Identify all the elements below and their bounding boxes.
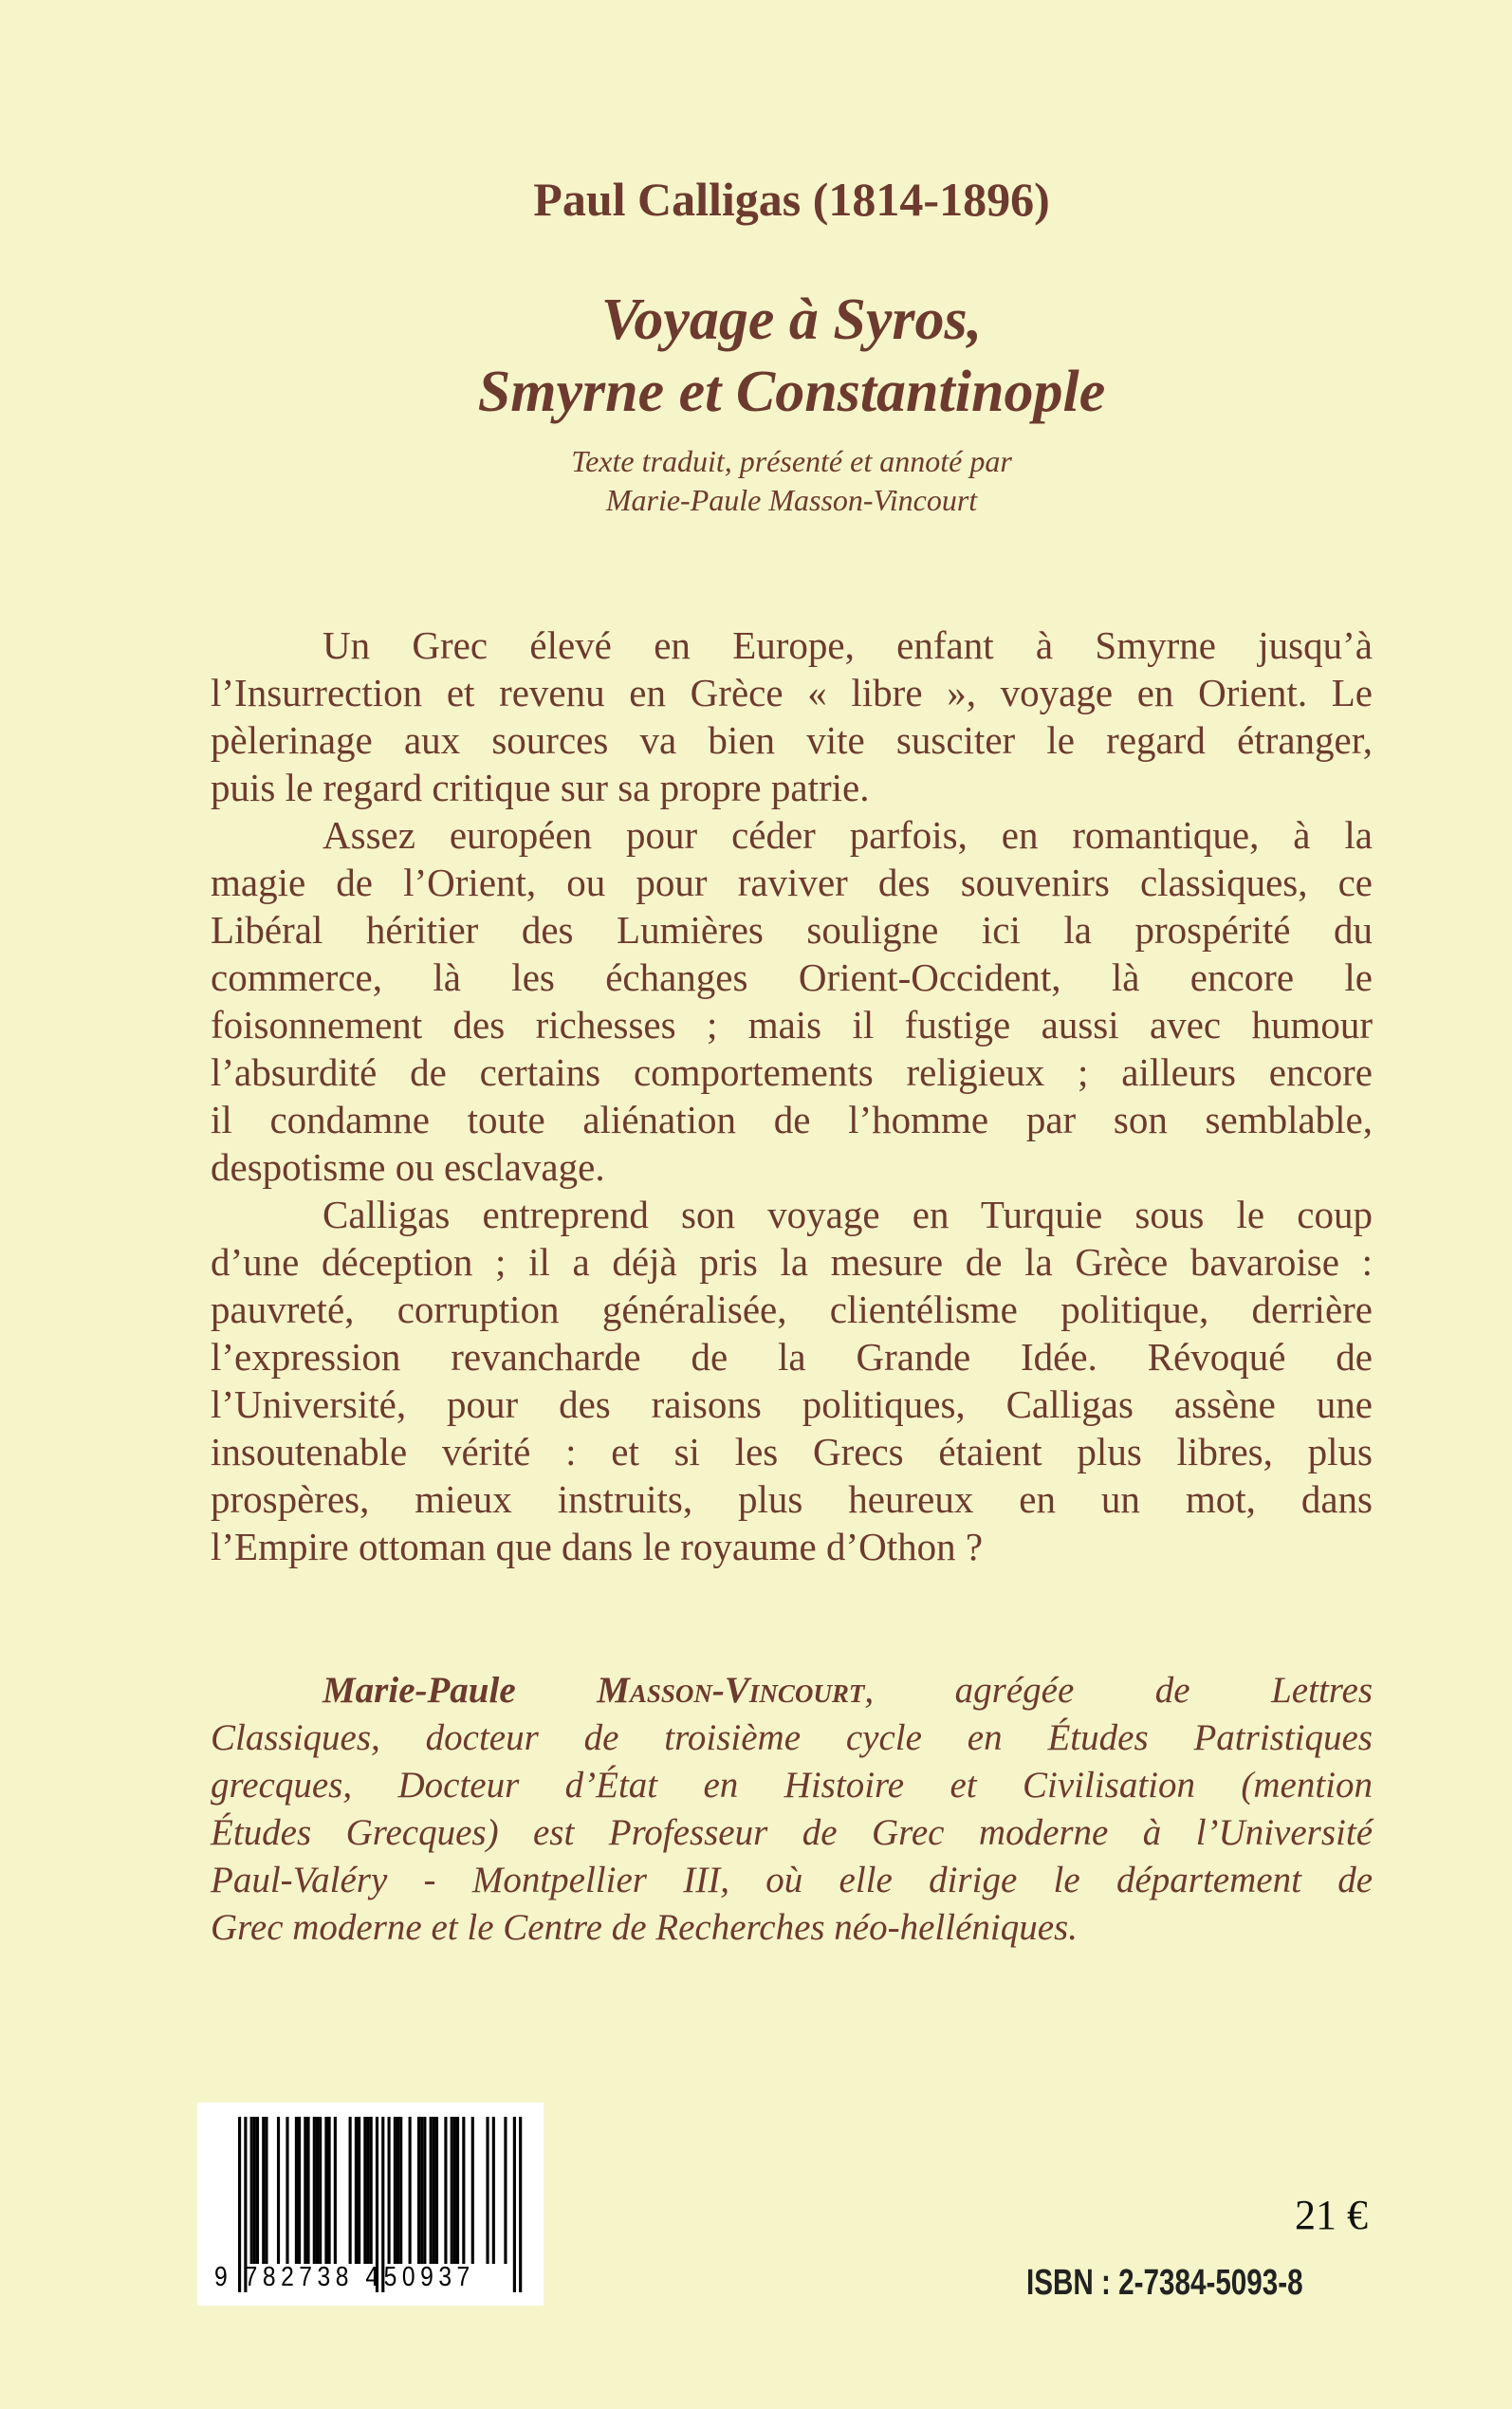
blurb-line: l’expression revancharde de la Grande Idée. Révoqué de (211, 1335, 1373, 1379)
blurb-line: Calligas entreprend son voyage en Turquie sous le coup (323, 1193, 1373, 1236)
bio-line: Classiques, docteur de troisième cycle en Études Patristiques (211, 1717, 1373, 1758)
blurb-line: commerce, là les échanges Orient-Occident, là encore le (211, 955, 1373, 999)
barcode (197, 2103, 544, 2306)
bio-line: grecques, Docteur d’État en Histoire et Civilisation (mention (211, 1765, 1373, 1806)
blurb-line: prospères, mieux instruits, plus heureux en un mot, dans (211, 1477, 1373, 1521)
bio-line: Paul-Valéry - Montpellier III, où elle dirige le département de (211, 1860, 1373, 1900)
barcode-bar (253, 2117, 256, 2264)
blurb-line: puis le regard critique sur sa propre patrie. (211, 766, 870, 809)
barcode-bar (417, 2117, 420, 2264)
barcode-bar (462, 2117, 465, 2264)
book-title-line-2: Smyrne et Constantinople (477, 360, 1106, 424)
bio-first-name: Marie-Paule (323, 1670, 516, 1711)
barcode-bar (277, 2117, 280, 2264)
barcode-bar (358, 2117, 360, 2264)
barcode-bar (262, 2117, 265, 2264)
blurb-line: magie de l’Orient, ou pour raviver des souvenirs classiques, ce (211, 861, 1373, 904)
barcode-bar (388, 2117, 391, 2264)
barcode-bar (513, 2117, 516, 2292)
barcode-bar (355, 2117, 358, 2264)
price: 21 € (1295, 2192, 1368, 2238)
barcode-bar (328, 2117, 331, 2264)
blurb-line: l’Insurrection et revenu en Grèce « libre », voyage en Orient. Le (211, 671, 1373, 714)
barcode-bar (286, 2117, 288, 2264)
barcode-bar (319, 2117, 322, 2264)
bio-line (211, 1667, 1373, 1714)
barcode-bar (456, 2117, 459, 2264)
barcode-bar (420, 2117, 423, 2264)
barcode-bar (486, 2117, 489, 2264)
barcode-bar (256, 2117, 259, 2264)
barcode-bar (298, 2117, 301, 2264)
barcode-bar (370, 2117, 373, 2264)
barcode-bar (304, 2117, 306, 2264)
barcode-bar (444, 2117, 447, 2264)
barcode-bar (435, 2117, 438, 2264)
barcode-bar (306, 2117, 309, 2264)
barcode-bar (423, 2117, 426, 2264)
blurb-line: l’Empire ottoman que dans le royaume d’Othon ? (211, 1525, 984, 1568)
translator-credit: Texte traduit, présenté et annoté par (571, 444, 1012, 478)
barcode-digits: 9 782738 450937 (214, 2262, 475, 2292)
barcode-bar (324, 2117, 327, 2264)
barcode-bar (394, 2117, 396, 2264)
barcode-bar (313, 2117, 316, 2264)
book-title-line-1: Voyage à Syros, (600, 287, 983, 352)
translator-bio (211, 1667, 1373, 1952)
translator-name: Marie-Paule Masson-Vincourt (605, 483, 978, 517)
barcode-bar (265, 2117, 267, 2264)
barcode-bar (396, 2117, 399, 2264)
blurb-line: l’Université, pour des raisons politiques, Calligas assène une (211, 1382, 1373, 1426)
barcode-bar (451, 2117, 453, 2264)
blurb-line: pauvreté, corruption généralisée, clientélisme politique, derrière (211, 1288, 1373, 1331)
blurb-line: il condamne toute aliénation de l’homme par son semblable, (211, 1098, 1373, 1141)
bio-first-line-rest: , agrégée de Lettres (864, 1670, 1373, 1711)
blurb-line: pèlerinage aux sources va bien vite susciter le regard étranger, (211, 718, 1373, 762)
blurb-line: d’une déception ; il a déjà pris la mesure de la Grèce bavaroise : (211, 1240, 1373, 1284)
author-heading: Paul Calligas (1814-1896) (533, 173, 1050, 226)
blurb-line: Assez européen pour céder parfois, en romantique, à la (323, 813, 1373, 857)
blurb-line: Un Grec élevé en Europe, enfant à Smyrne jusqu’à (323, 623, 1373, 667)
bio-line: Grec moderne et le Centre de Recherches néo-helléniques. (211, 1907, 1078, 1948)
barcode-bar (453, 2117, 456, 2264)
barcode-bar (316, 2117, 319, 2264)
blurb-text (211, 621, 1373, 1570)
barcode-bar (430, 2117, 433, 2264)
isbn: ISBN : 2-7384-5093-8 (1026, 2263, 1303, 2303)
bio-line: Études Grecques) est Professeur de Grec moderne à l’Université (211, 1812, 1373, 1853)
barcode-bar (349, 2117, 352, 2264)
barcode-bar (399, 2117, 402, 2264)
blurb-line: insoutenable vérité : et si les Grecs étaient plus libres, plus (211, 1430, 1373, 1473)
bio-last-name: Masson-Vincourt (597, 1670, 865, 1711)
barcode-bar (295, 2117, 298, 2264)
barcode-bar (471, 2117, 474, 2264)
barcode-bar (519, 2117, 522, 2292)
blurb-line: Libéral héritier des Lumières souligne ici la prospérité du (211, 908, 1373, 952)
blurb-line: foisonnement des richesses ; mais il fustige aussi avec humour (211, 1003, 1373, 1047)
barcode-bar (363, 2117, 366, 2264)
barcode-bar (334, 2117, 337, 2264)
barcode-bar (250, 2117, 253, 2264)
blurb-line: l’absurdité de certains comportements religieux ; ailleurs encore (211, 1050, 1373, 1094)
barcode-bar (504, 2117, 507, 2264)
barcode-bar (409, 2117, 412, 2264)
blurb-line: despotisme ou esclavage. (211, 1145, 605, 1189)
barcode-bar (492, 2117, 495, 2264)
barcode-bar (366, 2117, 369, 2264)
barcode-bar (433, 2117, 435, 2264)
